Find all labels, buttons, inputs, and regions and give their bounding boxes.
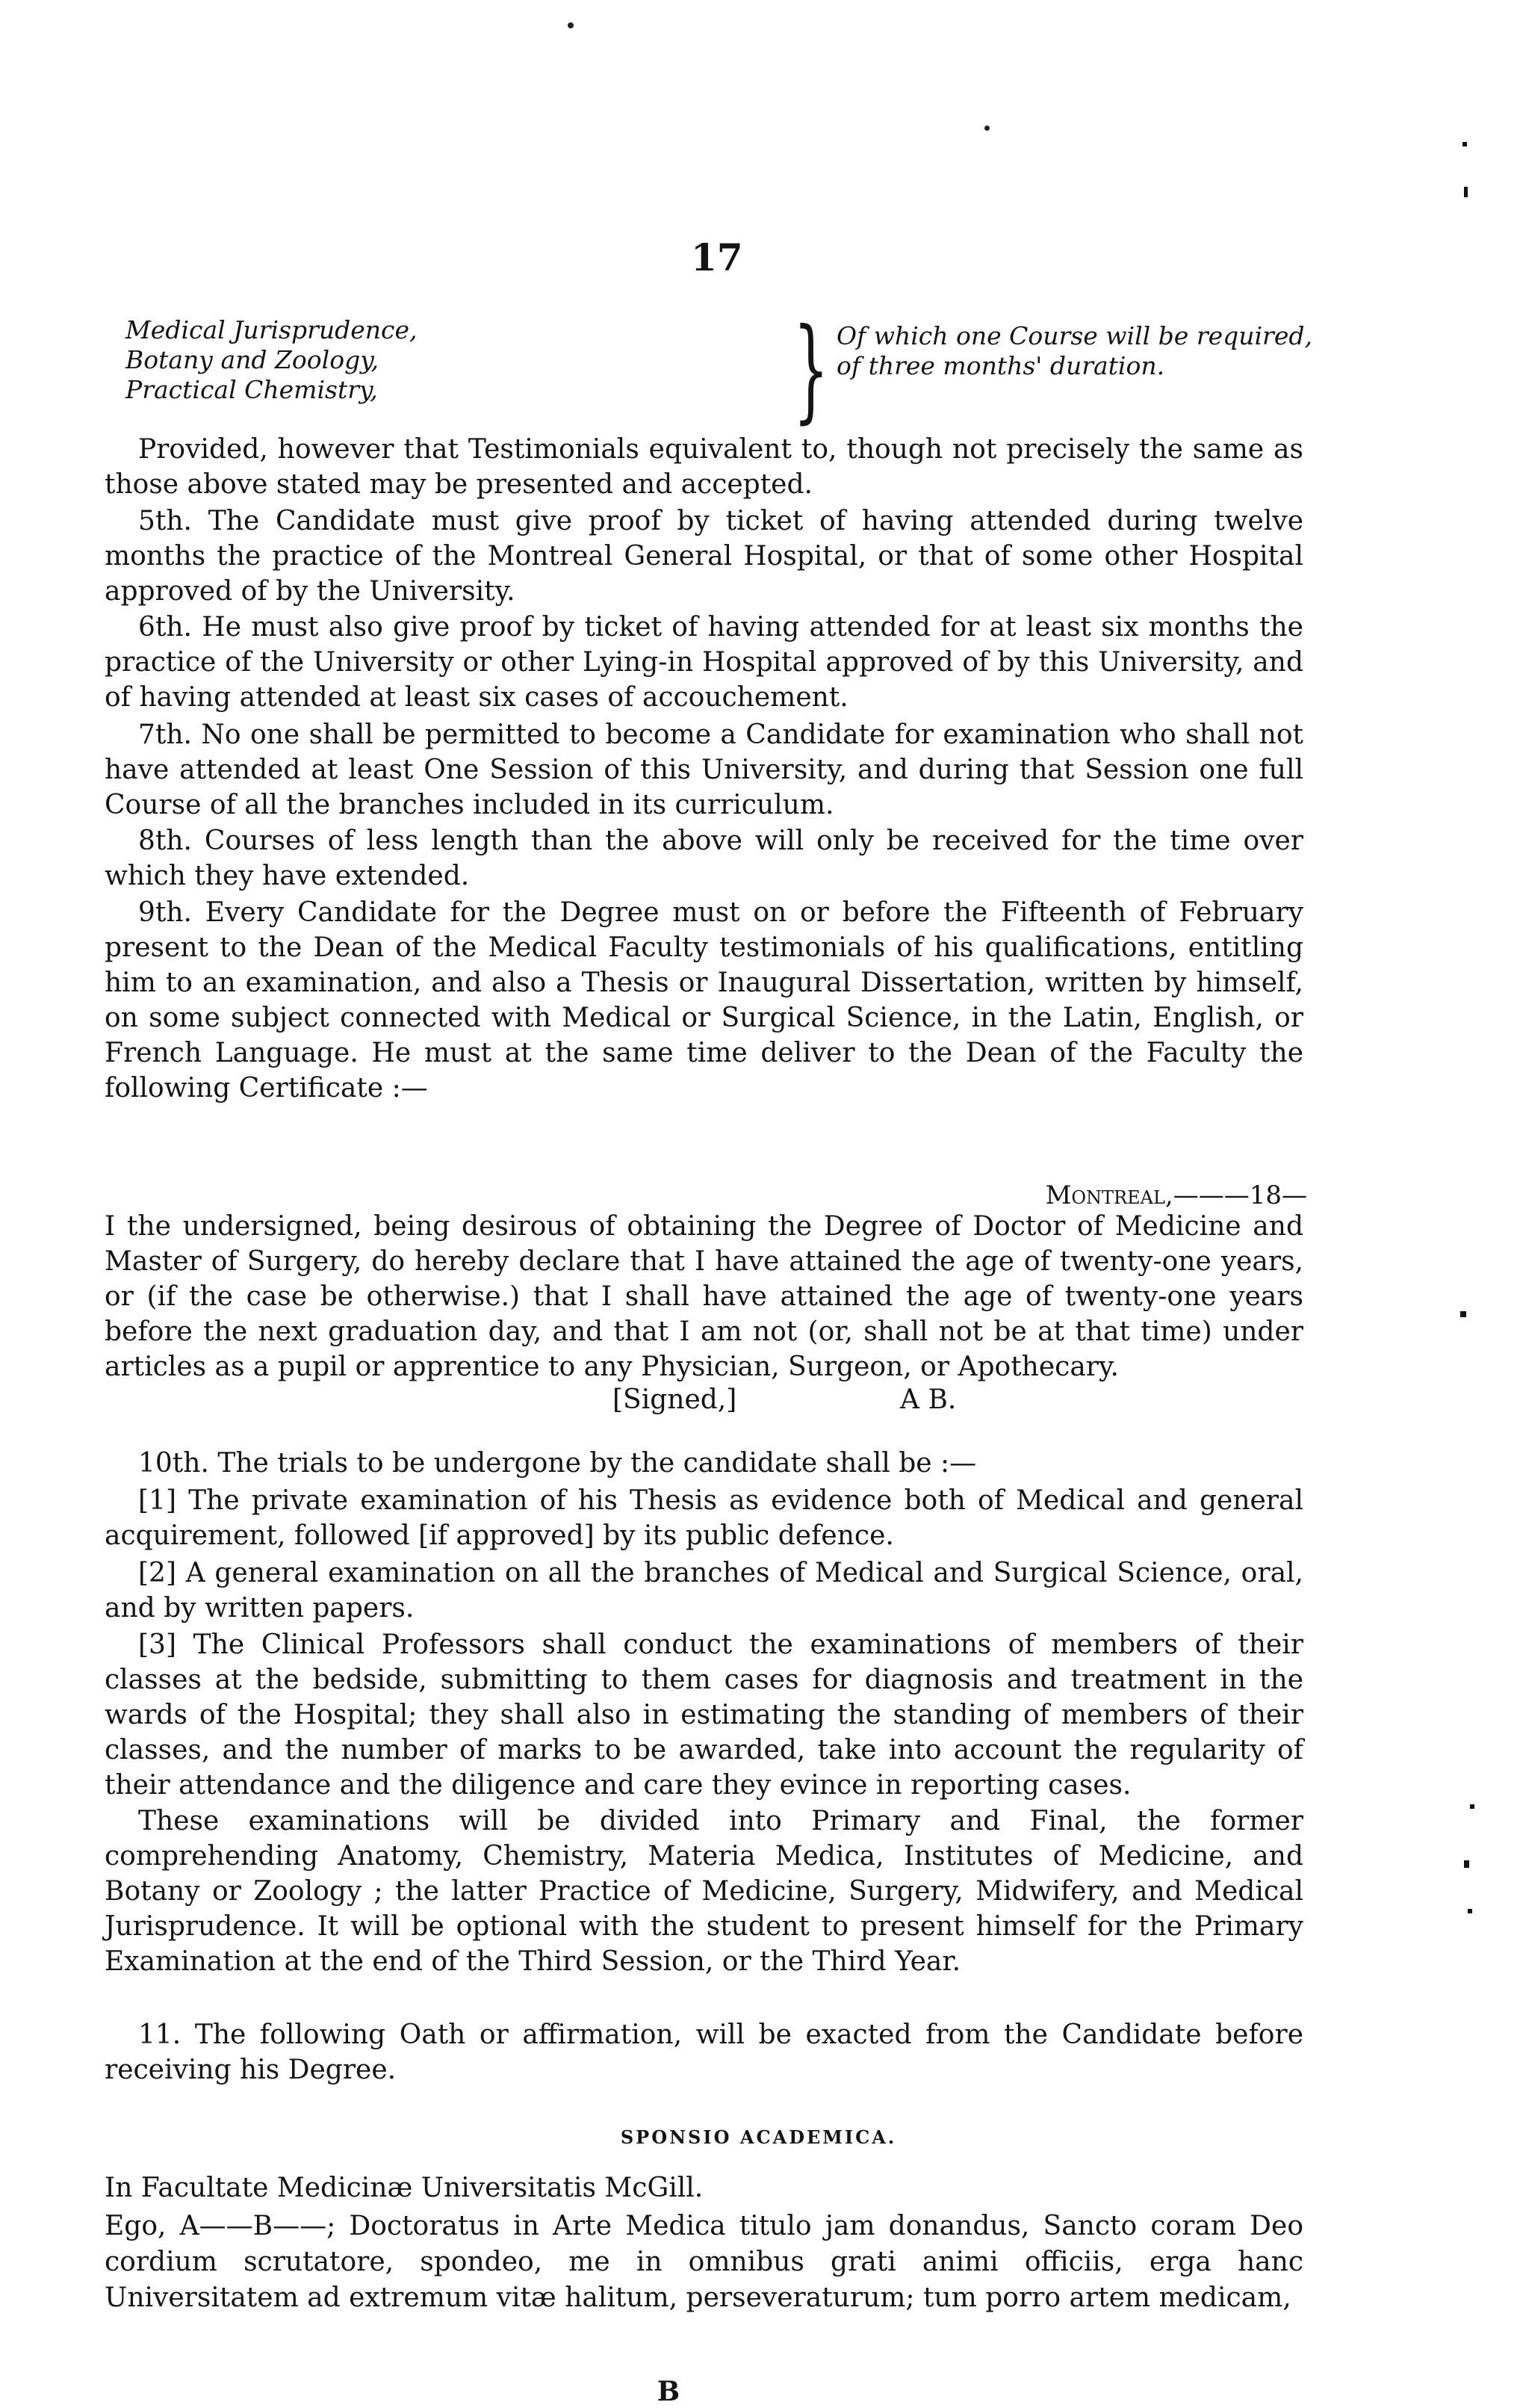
margin-mark	[1470, 1804, 1474, 1809]
paragraph-9th: 9th. Every Candidate for the Degree must on or before the Fifteenth of February present to the Dean of the Medical Faculty testimonials of his qualifications, entitling him to an examination, and also a Thesis or Inaugural Dissertation, written by himself, on some subject connected with Medical or Surgical Science, in the Latin, English, or French Language. He must at the same time deliver to the Dean of the Faculty the following Certificate :—	[105, 897, 1303, 1104]
curly-brace: }	[793, 305, 829, 435]
trial-item-2: [2] A general examination on all the branches of Medical and Surgical Science, oral, and by written papers.	[105, 1558, 1303, 1624]
subject-list	[125, 315, 499, 405]
paragraph-5th: 5th. The Candidate must give proof by ticket of having attended during twelve months the practice of the Montreal General Hospital, or that of some other Hospital approved of by the University.	[105, 506, 1303, 607]
trial-item-3: [3] The Clinical Professors shall conduct the examinations of members of their classes at the bedside, submitting to them cases for diagnosis and treatment in the wards of the Hospital; they shall also in estimating the standing of members of their classes, and the number of marks to be awarded, take into account the regularity of their attendance and the diligence and care they evince in reporting cases.	[105, 1629, 1303, 1801]
paragraph-10th: 10th. The trials to be undergone by the candidate shall be :—	[138, 1448, 977, 1479]
margin-mark	[1460, 1311, 1466, 1317]
paragraph-7th: 7th. No one shall be permitted to become a Candidate for examination who shall not have attended at least One Session of this University, and during that Session one full Course of all the branches included in its curriculum.	[105, 719, 1303, 820]
scan-speck	[984, 126, 990, 131]
trial-item-1: [1] The private examination of his Thesis as evidence both of Medical and general acquirement, followed [if approved] by its public defence.	[105, 1485, 1303, 1551]
margin-mark	[1468, 1909, 1472, 1913]
page-number: 17	[691, 235, 743, 279]
signed-label: [Signed,]	[612, 1384, 737, 1415]
subject-item: Practical Chemistry,	[125, 375, 378, 404]
subject-item: Botany and Zoology,	[125, 345, 379, 374]
course-note: Of which one Course will be required, of three months' duration.	[837, 321, 1312, 380]
latin-oath: Ego, A——B——; Doctoratus in Arte Medica titulo jam donandus, Sancto coram Deo cordium scrutatore, spondeo, me in omnibus grati animi officiis, erga hanc Universitatem ad extremum vitæ halitum, perseveraturum; tum porro artem medicam,	[105, 2211, 1303, 2313]
paragraph-examinations: These examinations will be divided into Primary and Final, the former comprehending Anatomy, Chemistry, Materia Medica, Institutes of Medicine, and Botany or Zoology ; the latter Practice of Medicine, Surgery, Midwifery, and Medical Jurisprudence. It will be optional with the student to present himself for the Primary Examination at the end of the Third Session, or the Third Year.	[105, 1806, 1303, 1977]
section-heading: SPONSIO ACADEMICA.	[620, 2126, 897, 2148]
signature-mark: B	[657, 2376, 680, 2407]
margin-mark	[1462, 142, 1467, 146]
paragraph-6th: 6th. He must also give proof by ticket of having attended for at least six months the practice of the University or other Lying-in Hospital approved of by this University, and of having attended at least six cases of accouchement.	[105, 612, 1303, 713]
certificate-dateline: Montreal,———18—	[1045, 1180, 1307, 1210]
margin-mark	[1464, 187, 1468, 197]
margin-mark	[1464, 1860, 1469, 1868]
certificate-text: I the undersigned, being desirous of obtaining the Degree of Doctor of Medicine and Master of Surgery, do hereby declare that I have attained the age of twenty-one years, or (if the case be otherwise.) that I shall have attained the age of twenty-one years before the next graduation day, and that I am not (or, shall not be at that time) under articles as a pupil or apprentice to any Physician, Surgeon, or Apothecary.	[105, 1211, 1303, 1382]
subject-item: Medical Jurisprudence,	[125, 315, 418, 344]
paragraph-11th: 11. The following Oath or affirmation, will be exacted from the Candidate before receiving his Degree.	[105, 2019, 1303, 2085]
latin-line: In Facultate Medicinæ Universitatis McGill.	[105, 2173, 704, 2203]
signature-initials: A B.	[900, 1384, 957, 1415]
paragraph-8th: 8th. Courses of less length than the above will only be received for the time over which they have extended.	[105, 826, 1303, 891]
scan-speck	[568, 22, 574, 28]
paragraph-proviso: Provided, however that Testimonials equivalent to, though not precisely the same as those above stated may be presented and accepted.	[105, 434, 1303, 500]
